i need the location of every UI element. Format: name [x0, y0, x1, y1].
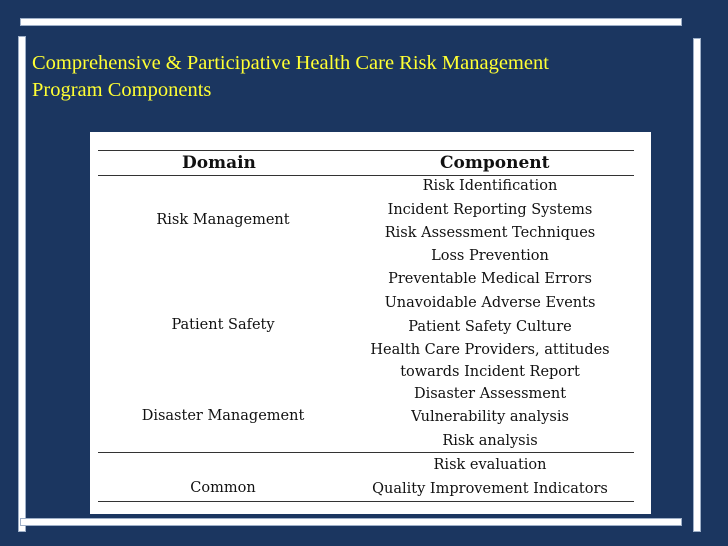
component-item: Disaster Assessment	[413, 386, 567, 402]
domain-risk-management: Risk Management	[156, 212, 290, 228]
component-item: Quality Improvement Indicators	[372, 481, 608, 497]
component-item: towards Incident Report	[400, 364, 580, 380]
component-item: Preventable Medical Errors	[388, 271, 592, 287]
frame-bar-right	[693, 38, 701, 532]
domain-disaster-management: Disaster Management	[141, 408, 305, 424]
component-item: Patient Safety Culture	[408, 319, 572, 335]
frame-bar-top	[20, 18, 682, 26]
component-item: Health Care Providers, attitudes	[370, 342, 610, 358]
component-item: Incident Reporting Systems	[387, 202, 593, 218]
slide-title	[32, 50, 672, 104]
domain-patient-safety: Patient Safety	[171, 317, 275, 333]
table-bottom-rule	[98, 501, 634, 502]
component-item: Risk Identification	[422, 178, 558, 194]
table-top-rule	[98, 150, 634, 151]
component-item: Risk analysis	[442, 433, 538, 449]
component-item: Risk Assessment Techniques	[384, 225, 596, 241]
table-section-rule	[98, 452, 634, 453]
component-item: Unavoidable Adverse Events	[384, 295, 596, 311]
header-component: Component	[440, 153, 550, 173]
slide-title-line-1: Comprehensive & Participative Health Care Risk Management	[32, 52, 549, 74]
component-item: Risk evaluation	[433, 457, 547, 473]
frame-bar-bottom	[20, 518, 682, 526]
component-item: Loss Prevention	[431, 248, 549, 264]
component-item: Vulnerability analysis	[411, 409, 569, 425]
header-domain: Domain	[182, 153, 256, 173]
frame-bar-left	[18, 36, 26, 532]
slide-title-line-2: Program Components	[32, 79, 212, 101]
domain-common: Common	[190, 480, 256, 496]
components-table	[90, 132, 651, 514]
